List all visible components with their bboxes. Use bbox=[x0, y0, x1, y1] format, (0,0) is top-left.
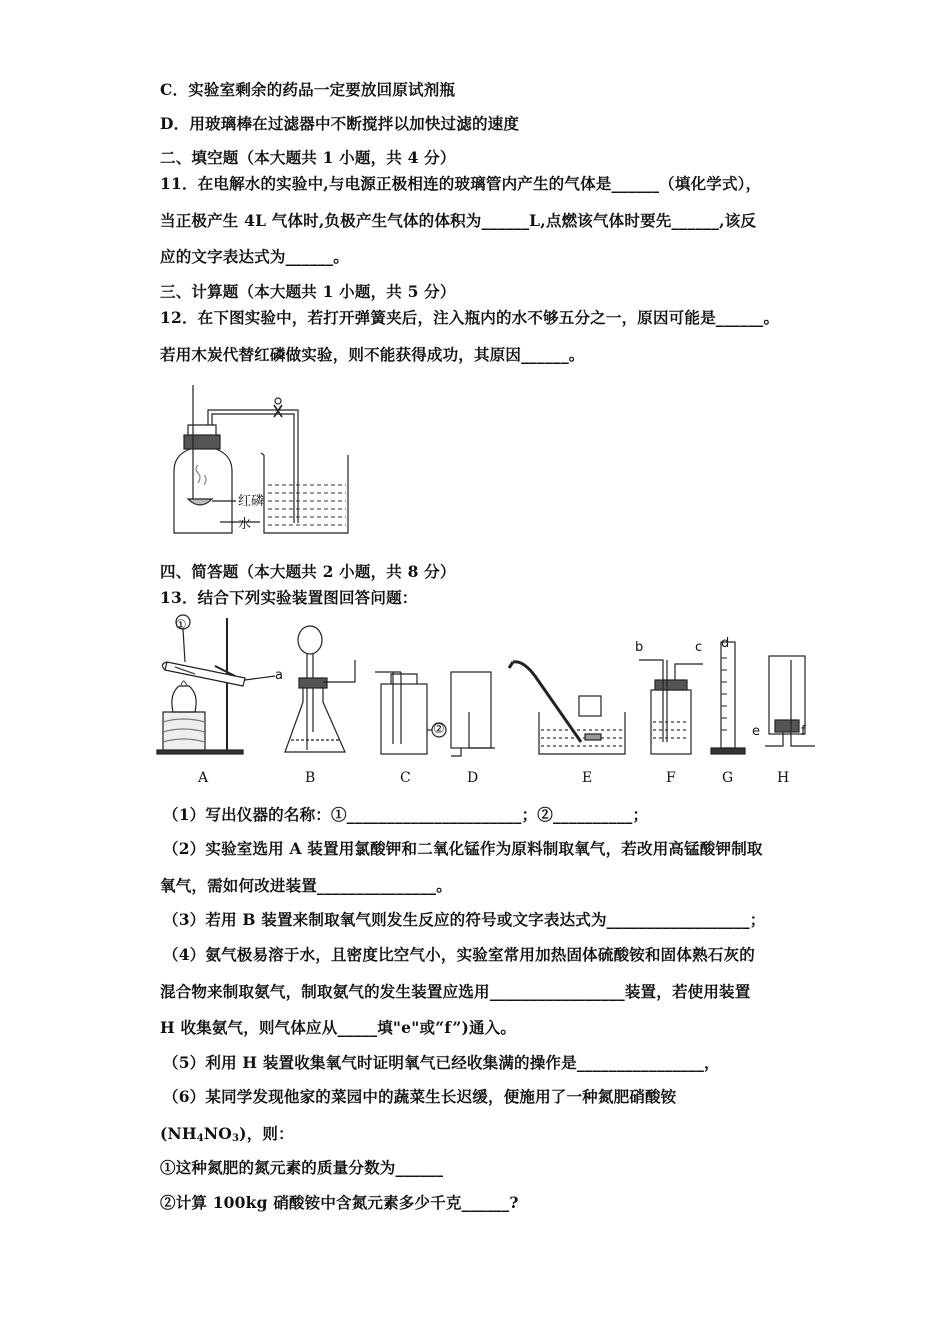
part-2-line-2: 氧气，需如何改进装置_______________。 bbox=[160, 876, 452, 895]
marker-2: ② bbox=[433, 722, 445, 737]
marker-b: b bbox=[635, 640, 644, 655]
formula-sub-3: 3 bbox=[232, 1133, 240, 1144]
apparatus-label-a: A bbox=[198, 770, 209, 786]
section-short-answer-heading: 四、简答题（本大题共 2 小题，共 8 分） bbox=[160, 562, 456, 581]
marker-d: d bbox=[721, 636, 730, 651]
marker-1: ① bbox=[175, 618, 187, 633]
apparatus-label-e: E bbox=[582, 770, 593, 786]
apparatus-label-f: F bbox=[666, 770, 676, 786]
question-11-line-1: 11．在电解水的实验中,与电源正极相连的玻璃管内产生的气体是______（填化学式）， bbox=[160, 174, 762, 193]
water-label: 水 bbox=[238, 517, 252, 532]
part-4-line-3: H 收集氨气，则气体应从_____填"e"或“f”)通入。 bbox=[160, 1018, 517, 1037]
red-phosphorus-label: 红磷 bbox=[238, 494, 265, 509]
part-1: （1）写出仪器的名称：①______________________；②__________； bbox=[163, 805, 649, 824]
question-12-line-2: 若用木炭代替红磷做实验，则不能获得成功，其原因______。 bbox=[160, 345, 585, 364]
part-6-formula-line bbox=[160, 1122, 294, 1144]
formula-mid: NO bbox=[203, 1124, 232, 1143]
question-13-prompt: 13．结合下列实验装置图回答问题： bbox=[160, 588, 418, 607]
part-2-line-1: （2）实验室选用 A 装置用氯酸钾和二氧化锰作为原料制取氧气，若改用高锰酸钾制取 bbox=[163, 839, 763, 858]
section-fill-blank-heading: 二、填空题（本大题共 1 小题，共 4 分） bbox=[160, 148, 456, 167]
formula-sub-4: 4 bbox=[196, 1133, 204, 1144]
phosphorus-combustion-apparatus-figure bbox=[160, 385, 360, 540]
apparatus-label-d: D bbox=[467, 770, 479, 786]
section-calculation-heading: 三、计算题（本大题共 1 小题，共 5 分） bbox=[160, 282, 456, 301]
option-c: C．实验室剩余的药品一定要放回原试剂瓶 bbox=[160, 80, 456, 99]
apparatus-label-h: H bbox=[777, 770, 790, 786]
lab-apparatus-figure bbox=[155, 612, 825, 792]
formula-suffix: )，则： bbox=[239, 1124, 294, 1143]
question-11-line-2: 当正极产生 4L 气体时,负极产生气体的体积为______L,点燃该气体时要先______,该反 bbox=[160, 211, 757, 230]
marker-e: e bbox=[752, 724, 760, 739]
part-6-sub-1: ①这种氮肥的氮元素的质量分数为______ bbox=[160, 1158, 444, 1177]
apparatus-label-g: G bbox=[722, 770, 734, 786]
part-6-line-1: （6）某同学发现他家的菜园中的蔬菜生长迟缓，便施用了一种氮肥硝酸铵 bbox=[163, 1087, 677, 1106]
marker-c: c bbox=[695, 640, 703, 655]
marker-f: f bbox=[801, 724, 806, 739]
option-d: D．用玻璃棒在过滤器中不断搅拌以加快过滤的速度 bbox=[160, 114, 520, 133]
part-4-line-1: （4）氨气极易溶于水，且密度比空气小，实验室常用加热固体硫酸铵和固体熟石灰的 bbox=[163, 945, 755, 964]
part-5: （5）利用 H 装置收集氧气时证明氧气已经收集满的操作是________________， bbox=[163, 1053, 720, 1072]
apparatus-label-b: B bbox=[305, 770, 316, 786]
apparatus-label-c: C bbox=[400, 770, 411, 786]
formula-prefix: (NH bbox=[160, 1124, 197, 1143]
part-6-sub-2: ②计算 100kg 硝酸铵中含氮元素多少千克______? bbox=[160, 1193, 519, 1212]
question-12-line-1: 12．在下图实验中，若打开弹簧夹后，注入瓶内的水不够五分之一，原因可能是______。 bbox=[160, 308, 780, 327]
part-4-line-2: 混合物来制取氨气，制取氨气的发生装置应选用_________________装置，若使用装置 bbox=[160, 982, 751, 1001]
part-3: （3）若用 B 装置来制取氧气则发生反应的符号或文字表达式为__________________； bbox=[163, 910, 766, 929]
question-11-line-3: 应的文字表达式为______。 bbox=[160, 247, 350, 266]
marker-a: a bbox=[275, 668, 283, 683]
